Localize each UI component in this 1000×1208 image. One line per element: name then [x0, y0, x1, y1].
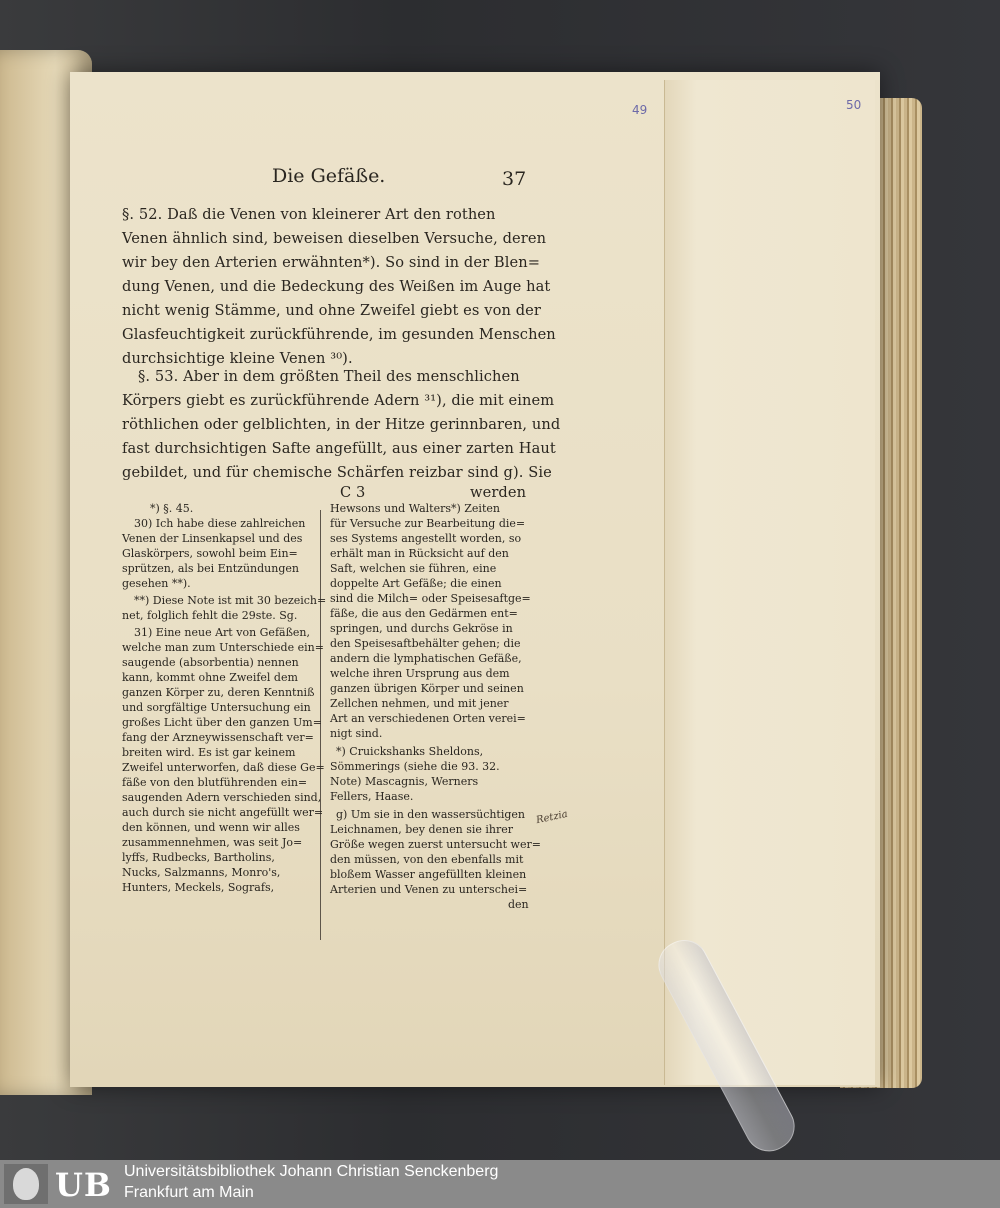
footnote-line: Venen der Linsenkapsel und des: [122, 532, 303, 545]
footnote-line: g) Um sie in den wassersüchtigen: [336, 808, 526, 821]
footnote-line: doppelte Art Gefäße; die einen: [330, 577, 502, 590]
footnote-line: erhält man in Rücksicht auf den: [330, 547, 509, 560]
footnote-line: bloßem Wasser angefüllten kleinen: [330, 868, 527, 881]
footnote-line: zusammennehmen, was seit Jo=: [122, 836, 303, 849]
page-number: 37: [502, 168, 527, 190]
body-line: fast durchsichtigen Safte angefüllt, aus einer zarten Haut: [122, 440, 556, 457]
footnote-line: fang der Arzneywissenschaft ver=: [122, 731, 314, 744]
footnote-line: saugenden Adern verschieden sind,: [122, 791, 322, 804]
footnote-line: den müssen, von den ebenfalls mit: [330, 853, 524, 866]
footnote-line: Leichnamen, bey denen sie ihrer: [330, 823, 514, 836]
footnote-line: und sorgfältige Untersuchung ein: [122, 701, 311, 714]
footnote-line: Zweifel unterworfen, daß diese Ge=: [122, 761, 325, 774]
footnote-line: kann, kommt ohne Zweifel dem: [122, 671, 298, 684]
footnote-line: andern die lymphatischen Gefäße,: [330, 652, 522, 665]
footnote-line: *) §. 45.: [150, 502, 194, 515]
footnote-line: nigt sind.: [330, 727, 383, 740]
footnote-line: großes Licht über den ganzen Um=: [122, 716, 322, 729]
footnote-line: 31) Eine neue Art von Gefäßen,: [134, 626, 311, 639]
footnote-line: lyffs, Rudbecks, Bartholins,: [122, 851, 275, 864]
body-line: §. 53. Aber in dem größten Theil des menschlichen: [138, 368, 520, 385]
body-line: §. 52. Daß die Venen von kleinerer Art den rothen: [122, 206, 496, 223]
catchword: werden: [470, 484, 527, 501]
body-line: gebildet, und für chemische Schärfen reizbar sind g). Sie: [122, 464, 552, 481]
footnote-line: springen, und durchs Gekröse in: [330, 622, 513, 635]
footnote-line: Hunters, Meckels, Sografs,: [122, 881, 275, 894]
footnote-line: ganzen Körper zu, deren Kenntniß: [122, 686, 315, 699]
footnote-line: Arterien und Venen zu unterschei=: [330, 883, 528, 896]
footnote-line: Zellchen nehmen, und mit jener: [330, 697, 509, 710]
footer-location: Frankfurt am Main: [124, 1184, 254, 1201]
footnote-line: Art an verschiedenen Orten verei=: [330, 712, 526, 725]
body-line: nicht wenig Stämme, und ohne Zweifel giebt es von der: [122, 302, 541, 319]
footnote-line: Note) Mascagnis, Werners: [330, 775, 479, 788]
footnote-line: ses Systems angestellt worden, so: [330, 532, 522, 545]
footnote-line: welche ihren Ursprung aus dem: [330, 667, 510, 680]
pencil-folio-left: 49: [632, 103, 648, 117]
footnote-line: auch durch sie nicht angefüllt wer=: [122, 806, 324, 819]
library-logo-text: UB: [55, 1166, 112, 1204]
footer-institution: Universitätsbibliothek Johann Christian Senckenberg: [124, 1163, 499, 1180]
footnote-line: für Versuche zur Bearbeitung die=: [330, 517, 526, 530]
signature-mark: C 3: [340, 484, 366, 501]
footnote-line: den: [508, 898, 529, 911]
body-line: röthlichen oder gelblichten, in der Hitze gerinnbaren, und: [122, 416, 561, 433]
footnote-line: Nucks, Salzmanns, Monro's,: [122, 866, 281, 879]
footnote-line: ganzen übrigen Körper und seinen: [330, 682, 524, 695]
running-head-title: Die Gefäße.: [272, 165, 386, 187]
pencil-folio-right: 50: [846, 98, 862, 112]
body-line: wir bey den Arterien erwähnten*). So sind in der Blen=: [122, 254, 541, 271]
footnote-line: net, folglich fehlt die 29ste. Sg.: [122, 609, 298, 622]
footnote-line: fäße von den blutführenden ein=: [122, 776, 308, 789]
footnote-line: *) Cruickshanks Sheldons,: [336, 745, 484, 758]
footnote-line: Größe wegen zuerst untersucht wer=: [330, 838, 541, 851]
body-line: Glasfeuchtigkeit zurückführende, im gesunden Menschen: [122, 326, 556, 343]
footnote-line: Fellers, Haase.: [330, 790, 414, 803]
footnote-line: 30) Ich habe diese zahlreichen: [134, 517, 306, 530]
footnote-line: sprützen, als bei Entzündungen: [122, 562, 299, 575]
footnote-line: gesehen **).: [122, 577, 191, 590]
footnote-line: den können, und wenn wir alles: [122, 821, 300, 834]
footnote-line: sind die Milch= oder Speisesaftge=: [330, 592, 531, 605]
footnote-line: den Speisesaftbehälter gehen; die: [330, 637, 521, 650]
body-line: dung Venen, und die Bedeckung des Weißen im Auge hat: [122, 278, 551, 295]
footnote-line: welche man zum Unterschiede ein=: [122, 641, 324, 654]
body-line: durchsichtige kleine Venen ³⁰).: [122, 350, 353, 367]
body-line: Venen ähnlich sind, beweisen dieselben Versuche, deren: [122, 230, 547, 247]
footnote-line: breiten wird. Es ist gar keinem: [122, 746, 296, 759]
footnote-line: **) Diese Note ist mit 30 bezeich=: [134, 594, 327, 607]
footnote-line: Sömmerings (siehe die 93. 32.: [330, 760, 500, 773]
footnote-line: Saft, welchen sie führen, eine: [330, 562, 497, 575]
folded-page-flap: [664, 80, 875, 1085]
footnote-line: Hewsons und Walters*) Zeiten: [330, 502, 500, 515]
footnote-line: Glaskörpers, sowohl beim Ein=: [122, 547, 298, 560]
handwritten-margin-note: Retzia: [535, 808, 569, 827]
footnote-line: saugende (absorbentia) nennen: [122, 656, 299, 669]
footnote-line: fäße, die aus den Gedärmen ent=: [330, 607, 518, 620]
library-logo-icon: [4, 1164, 48, 1204]
body-line: Körpers giebt es zurückführende Adern ³¹), die mit einem: [122, 392, 555, 409]
